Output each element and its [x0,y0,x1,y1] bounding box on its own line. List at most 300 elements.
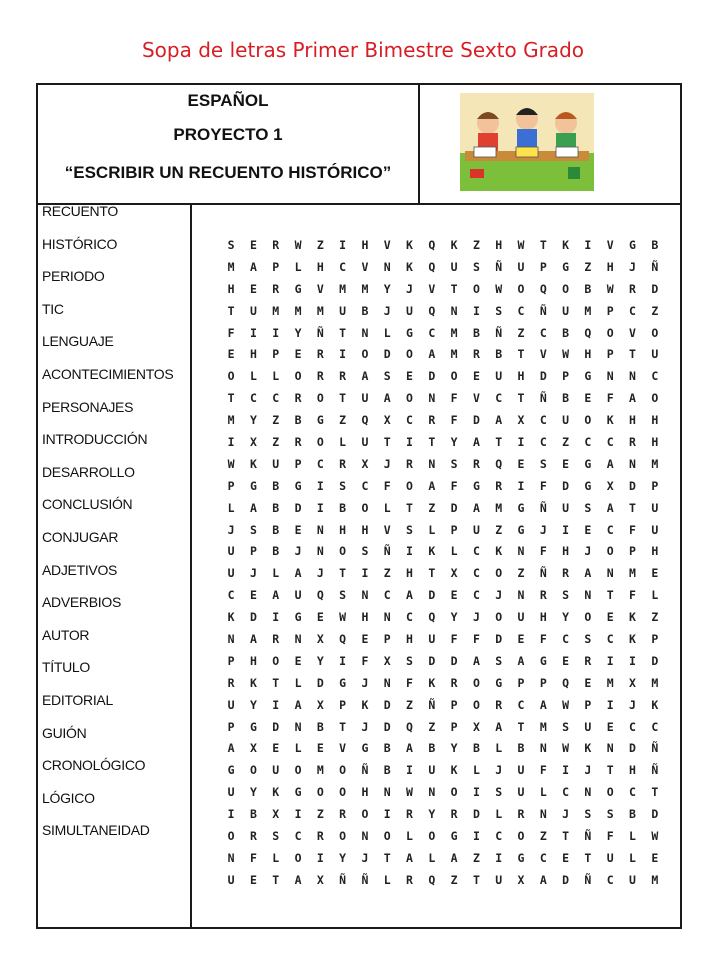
grid-letter[interactable]: H [539,610,547,625]
grid-letter[interactable]: C [227,588,235,603]
grid-letter[interactable]: D [651,281,659,296]
grid-letter[interactable]: Ñ [383,544,391,559]
grid-letter[interactable]: O [227,829,235,844]
grid-letter[interactable]: Ñ [495,325,503,340]
grid-letter[interactable]: E [517,456,525,471]
grid-letter[interactable]: C [629,303,636,318]
grid-letter[interactable]: J [316,566,324,581]
grid-letter[interactable]: S [539,456,547,471]
grid-letter[interactable]: W [339,610,347,625]
grid-letter[interactable]: E [584,522,592,537]
grid-letter[interactable]: A [629,391,636,406]
grid-letter[interactable]: T [495,435,503,450]
grid-letter[interactable]: D [428,653,436,668]
grid-letter[interactable]: Q [428,610,436,625]
grid-letter[interactable]: R [406,456,413,471]
grid-letter[interactable]: E [272,741,280,756]
grid-letter[interactable]: W [562,741,570,756]
grid-letter[interactable]: S [606,807,614,822]
grid-letter[interactable]: L [495,807,503,822]
grid-letter[interactable]: T [272,872,280,887]
grid-letter[interactable]: Ñ [339,872,347,887]
grid-letter[interactable]: I [406,763,413,778]
grid-letter[interactable]: B [472,325,480,340]
grid-letter[interactable]: I [316,500,324,515]
grid-letter[interactable]: V [383,522,391,537]
grid-letter[interactable]: C [629,785,636,800]
grid-letter[interactable]: R [629,281,636,296]
grid-letter[interactable]: W [495,281,503,296]
grid-letter[interactable]: E [249,238,257,252]
grid-letter[interactable]: D [450,653,458,668]
grid-letter[interactable]: E [562,456,570,471]
grid-letter[interactable]: D [383,347,391,362]
grid-letter[interactable]: V [472,391,480,406]
grid-letter[interactable]: C [517,697,525,712]
grid-letter[interactable]: H [629,763,636,778]
grid-letter[interactable]: S [272,829,280,844]
grid-letter[interactable]: U [495,369,503,384]
grid-letter[interactable]: C [539,850,547,865]
grid-letter[interactable]: V [339,741,347,756]
grid-letter[interactable]: J [584,763,592,778]
grid-letter[interactable]: T [606,763,614,778]
grid-letter[interactable]: P [562,369,570,384]
grid-letter[interactable]: E [316,610,324,625]
grid-letter[interactable]: U [428,632,436,647]
grid-letter[interactable]: N [584,785,592,800]
grid-letter[interactable]: S [495,785,503,800]
grid-letter[interactable]: E [651,850,659,865]
grid-letter[interactable]: O [316,785,324,800]
grid-letter[interactable]: X [316,632,324,647]
grid-letter[interactable]: P [227,478,235,493]
grid-letter[interactable]: Y [294,325,302,340]
grid-letter[interactable]: S [361,544,369,559]
grid-letter[interactable]: T [450,281,458,296]
grid-letter[interactable]: J [629,697,636,712]
grid-letter[interactable]: D [562,872,570,887]
grid-letter[interactable]: P [584,697,592,712]
grid-letter[interactable]: I [472,785,480,800]
grid-letter[interactable]: F [472,632,480,647]
grid-letter[interactable]: C [406,610,413,625]
grid-letter[interactable]: I [383,807,391,822]
grid-letter[interactable]: S [562,588,570,603]
grid-letter[interactable]: O [339,829,347,844]
grid-letter[interactable]: P [450,719,458,734]
grid-letter[interactable]: O [495,610,503,625]
grid-letter[interactable]: E [249,588,257,603]
grid-letter[interactable]: I [517,478,525,493]
grid-letter[interactable]: H [651,413,659,428]
grid-letter[interactable]: Z [272,413,280,428]
grid-letter[interactable]: Q [316,588,324,603]
grid-letter[interactable]: B [383,763,391,778]
grid-letter[interactable]: N [383,259,391,274]
grid-letter[interactable]: L [539,785,547,800]
grid-letter[interactable]: R [517,807,525,822]
grid-letter[interactable]: G [517,522,525,537]
grid-letter[interactable]: G [584,369,592,384]
grid-letter[interactable]: O [450,785,458,800]
grid-letter[interactable]: R [339,369,347,384]
grid-letter[interactable]: C [584,435,592,450]
grid-letter[interactable]: A [249,500,257,515]
grid-letter[interactable]: I [584,238,592,252]
grid-letter[interactable]: T [517,719,525,734]
grid-letter[interactable]: X [316,872,324,887]
grid-letter[interactable]: T [383,850,391,865]
grid-letter[interactable]: N [383,785,391,800]
grid-letter[interactable]: L [227,500,235,515]
grid-letter[interactable]: P [651,632,659,647]
grid-letter[interactable]: U [517,259,525,274]
grid-letter[interactable]: N [584,588,592,603]
grid-letter[interactable]: B [249,807,257,822]
grid-letter[interactable]: F [383,478,391,493]
grid-letter[interactable]: X [606,478,614,493]
grid-letter[interactable]: Z [450,872,458,887]
grid-letter[interactable]: Q [428,872,436,887]
grid-letter[interactable]: K [361,697,369,712]
grid-letter[interactable]: I [339,238,347,252]
grid-letter[interactable]: P [450,522,458,537]
grid-letter[interactable]: J [383,456,391,471]
grid-letter[interactable]: L [272,850,280,865]
grid-letter[interactable]: X [361,456,369,471]
grid-letter[interactable]: R [339,807,347,822]
grid-letter[interactable]: C [472,588,480,603]
grid-letter[interactable]: U [450,259,458,274]
grid-letter[interactable]: I [472,303,480,318]
grid-letter[interactable]: K [227,610,235,625]
grid-letter[interactable]: E [294,653,302,668]
grid-letter[interactable]: X [249,741,257,756]
grid-letter[interactable]: A [472,435,480,450]
grid-letter[interactable]: A [495,719,503,734]
grid-letter[interactable]: T [227,391,235,406]
grid-letter[interactable]: H [249,347,257,362]
grid-letter[interactable]: O [472,281,480,296]
grid-letter[interactable]: O [428,829,436,844]
grid-letter[interactable]: O [584,610,592,625]
grid-letter[interactable]: W [562,347,570,362]
grid-letter[interactable]: I [316,850,324,865]
grid-letter[interactable]: R [472,456,480,471]
grid-letter[interactable]: K [606,413,614,428]
grid-letter[interactable]: L [294,259,302,274]
grid-letter[interactable]: C [539,325,547,340]
grid-letter[interactable]: T [584,850,592,865]
grid-letter[interactable]: N [428,785,436,800]
grid-letter[interactable]: F [361,653,369,668]
grid-letter[interactable]: V [539,347,547,362]
grid-letter[interactable]: H [629,413,636,428]
grid-letter[interactable]: E [562,850,570,865]
grid-letter[interactable]: I [339,347,347,362]
grid-letter[interactable]: P [606,347,614,362]
grid-letter[interactable]: A [472,500,480,515]
grid-letter[interactable]: G [294,610,302,625]
grid-letter[interactable]: Z [472,850,480,865]
grid-letter[interactable]: Z [383,566,391,581]
grid-letter[interactable]: F [606,829,614,844]
grid-letter[interactable]: O [606,544,614,559]
grid-letter[interactable]: E [227,347,235,362]
grid-letter[interactable]: I [272,610,280,625]
grid-letter[interactable]: U [517,610,525,625]
grid-letter[interactable]: J [495,588,503,603]
grid-letter[interactable]: C [472,566,480,581]
grid-letter[interactable]: O [339,544,347,559]
grid-letter[interactable]: O [606,325,614,340]
grid-letter[interactable]: N [606,369,614,384]
grid-letter[interactable]: T [629,347,636,362]
grid-letter[interactable]: U [517,763,525,778]
grid-letter[interactable]: E [450,588,458,603]
grid-letter[interactable]: S [339,478,347,493]
grid-letter[interactable]: Z [517,566,525,581]
grid-letter[interactable]: D [450,500,458,515]
grid-letter[interactable]: B [272,522,280,537]
grid-letter[interactable]: W [606,281,614,296]
grid-letter[interactable]: Y [383,281,391,296]
grid-letter[interactable]: B [272,544,280,559]
grid-letter[interactable]: Z [339,413,347,428]
grid-letter[interactable]: B [629,807,636,822]
grid-letter[interactable]: E [584,675,592,690]
grid-letter[interactable]: I [361,566,369,581]
grid-letter[interactable]: V [606,238,614,252]
grid-letter[interactable]: G [249,478,257,493]
grid-letter[interactable]: I [495,850,503,865]
grid-letter[interactable]: R [249,829,257,844]
grid-letter[interactable]: F [539,632,547,647]
grid-letter[interactable]: L [495,741,503,756]
grid-letter[interactable]: U [651,522,659,537]
grid-letter[interactable]: C [606,522,614,537]
grid-letter[interactable]: D [629,478,636,493]
grid-letter[interactable]: G [249,719,257,734]
grid-letter[interactable]: K [450,238,458,252]
grid-letter[interactable]: Ñ [495,259,503,274]
grid-letter[interactable]: O [339,763,347,778]
grid-letter[interactable]: P [606,303,614,318]
grid-letter[interactable]: D [472,413,480,428]
grid-letter[interactable]: Q [428,259,436,274]
grid-letter[interactable]: O [606,785,614,800]
grid-letter[interactable]: A [249,632,257,647]
grid-letter[interactable]: C [539,435,547,450]
grid-letter[interactable]: G [450,829,458,844]
grid-letter[interactable]: R [495,478,503,493]
grid-letter[interactable]: T [651,785,659,800]
grid-letter[interactable]: U [584,719,592,734]
grid-letter[interactable]: S [584,632,592,647]
grid-letter[interactable]: C [651,369,659,384]
grid-letter[interactable]: E [249,281,257,296]
grid-letter[interactable]: I [227,435,235,450]
grid-letter[interactable]: G [294,785,302,800]
grid-letter[interactable]: E [472,369,480,384]
grid-letter[interactable]: S [339,588,347,603]
grid-letter[interactable]: O [361,807,369,822]
grid-letter[interactable]: M [651,872,659,887]
grid-letter[interactable]: Ñ [651,741,659,756]
grid-letter[interactable]: M [316,303,324,318]
grid-letter[interactable]: D [316,675,324,690]
grid-letter[interactable]: G [629,238,636,252]
grid-letter[interactable]: L [294,675,302,690]
grid-letter[interactable]: D [272,719,280,734]
grid-letter[interactable]: B [361,303,369,318]
grid-letter[interactable]: B [316,719,324,734]
grid-letter[interactable]: J [629,259,636,274]
grid-letter[interactable]: R [406,872,413,887]
grid-letter[interactable]: Q [562,675,570,690]
grid-letter[interactable]: M [227,413,235,428]
grid-letter[interactable]: U [629,872,636,887]
grid-letter[interactable]: C [629,719,636,734]
grid-letter[interactable]: R [584,653,592,668]
grid-letter[interactable]: M [450,325,458,340]
grid-letter[interactable]: G [406,325,413,340]
grid-letter[interactable]: J [361,675,369,690]
grid-letter[interactable]: Q [539,281,547,296]
grid-letter[interactable]: F [450,391,458,406]
grid-letter[interactable]: K [249,675,257,690]
grid-letter[interactable]: C [562,785,570,800]
grid-letter[interactable]: M [361,281,369,296]
grid-letter[interactable]: J [361,850,369,865]
grid-letter[interactable]: I [406,544,413,559]
grid-letter[interactable]: K [651,697,659,712]
grid-letter[interactable]: T [339,325,347,340]
grid-letter[interactable]: J [584,544,592,559]
grid-letter[interactable]: Q [495,456,503,471]
grid-letter[interactable]: Z [651,303,659,318]
grid-letter[interactable]: Ñ [361,872,369,887]
grid-letter[interactable]: E [584,391,592,406]
grid-letter[interactable]: K [629,632,636,647]
grid-letter[interactable]: T [517,347,525,362]
grid-letter[interactable]: A [406,741,413,756]
grid-letter[interactable]: Y [428,807,436,822]
grid-letter[interactable]: O [339,785,347,800]
grid-letter[interactable]: R [450,807,458,822]
grid-letter[interactable]: G [294,281,302,296]
grid-letter[interactable]: O [472,675,480,690]
grid-letter[interactable]: U [562,413,570,428]
grid-letter[interactable]: B [584,281,592,296]
grid-letter[interactable]: P [272,347,280,362]
grid-letter[interactable]: A [428,347,436,362]
grid-letter[interactable]: G [517,500,525,515]
grid-letter[interactable]: T [272,675,280,690]
grid-letter[interactable]: P [227,719,235,734]
grid-letter[interactable]: H [361,238,369,252]
grid-letter[interactable]: P [539,259,547,274]
grid-letter[interactable]: L [629,850,636,865]
grid-letter[interactable]: K [495,544,503,559]
grid-letter[interactable]: Z [584,259,592,274]
grid-letter[interactable]: V [316,281,324,296]
grid-letter[interactable]: A [428,478,436,493]
grid-letter[interactable]: K [406,259,413,274]
grid-letter[interactable]: M [339,281,347,296]
grid-letter[interactable]: X [383,653,391,668]
grid-letter[interactable]: P [339,697,347,712]
grid-letter[interactable]: F [450,478,458,493]
grid-letter[interactable]: Ñ [584,829,592,844]
grid-letter[interactable]: X [249,435,257,450]
grid-letter[interactable]: C [562,632,570,647]
grid-letter[interactable]: C [495,829,503,844]
grid-letter[interactable]: G [361,741,369,756]
grid-letter[interactable]: Ñ [539,566,547,581]
grid-letter[interactable]: O [584,413,592,428]
grid-letter[interactable]: C [539,413,547,428]
grid-letter[interactable]: G [495,675,503,690]
grid-letter[interactable]: T [517,391,525,406]
grid-letter[interactable]: I [339,653,347,668]
grid-letter[interactable]: C [361,478,369,493]
grid-letter[interactable]: N [428,391,436,406]
grid-letter[interactable]: I [316,478,324,493]
grid-letter[interactable]: E [316,741,324,756]
grid-letter[interactable]: N [383,675,391,690]
grid-letter[interactable]: R [339,456,347,471]
grid-letter[interactable]: X [517,413,525,428]
grid-letter[interactable]: F [539,544,547,559]
grid-letter[interactable]: M [539,719,547,734]
grid-letter[interactable]: S [495,303,503,318]
grid-letter[interactable]: I [294,807,302,822]
grid-letter[interactable]: T [339,719,347,734]
grid-letter[interactable]: E [562,653,570,668]
grid-letter[interactable]: S [450,456,458,471]
grid-letter[interactable]: T [383,435,391,450]
grid-letter[interactable]: Y [316,653,324,668]
grid-letter[interactable]: Z [517,325,525,340]
grid-letter[interactable]: P [294,456,302,471]
grid-letter[interactable]: F [227,325,235,340]
grid-letter[interactable]: D [383,719,391,734]
grid-letter[interactable]: N [629,456,636,471]
grid-letter[interactable]: Ñ [539,391,547,406]
grid-letter[interactable]: J [406,281,413,296]
grid-letter[interactable]: X [517,872,525,887]
grid-letter[interactable]: C [606,435,614,450]
grid-letter[interactable]: N [517,544,525,559]
grid-letter[interactable]: A [472,653,480,668]
grid-letter[interactable]: E [361,632,369,647]
grid-letter[interactable]: R [316,829,324,844]
grid-letter[interactable]: D [495,632,503,647]
grid-letter[interactable]: J [539,522,547,537]
grid-letter[interactable]: N [606,566,614,581]
grid-letter[interactable]: G [294,478,302,493]
grid-letter[interactable]: U [339,303,347,318]
grid-letter[interactable]: N [361,325,369,340]
grid-letter[interactable]: M [629,566,636,581]
grid-letter[interactable]: T [339,566,347,581]
grid-letter[interactable]: O [406,347,413,362]
grid-letter[interactable]: R [428,413,436,428]
grid-letter[interactable]: R [227,675,235,690]
grid-letter[interactable]: D [629,741,636,756]
